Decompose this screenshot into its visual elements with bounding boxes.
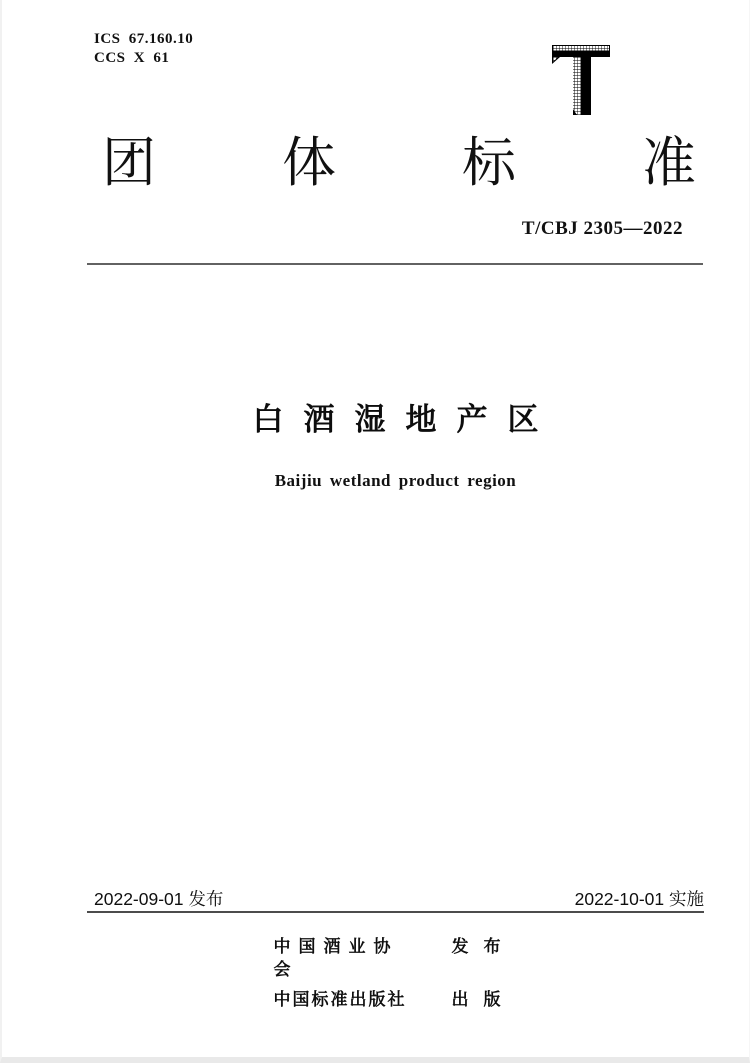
document-title-cn: 白酒湿地产区 xyxy=(252,402,559,437)
masthead-tuanti-biaozhun xyxy=(102,134,696,192)
implement-date: 2022-10-01 实施 xyxy=(574,889,704,909)
masthead-char: 团 xyxy=(102,133,156,193)
publisher-row xyxy=(87,935,704,981)
dates-row xyxy=(87,886,704,911)
ccs-code-line: CCS X 61 xyxy=(94,50,170,66)
standard-number: T/CBJ 2305—2022 xyxy=(521,218,683,239)
masthead-char: 准 xyxy=(642,133,696,193)
publisher-row xyxy=(87,988,704,1011)
masthead-char: 标 xyxy=(462,133,516,193)
issue-date: 2022-09-01 发布 xyxy=(94,889,224,909)
publisher-name: 中国酒业协会 xyxy=(273,937,399,979)
document-title-en: Baijiu wetland product region xyxy=(274,471,517,490)
publishers-block xyxy=(87,935,704,1018)
ics-codes xyxy=(94,30,193,68)
footer-rule xyxy=(87,911,704,913)
publisher-role: 出版 xyxy=(451,990,516,1009)
publisher-role: 发布 xyxy=(451,937,516,956)
header-rule xyxy=(87,263,703,265)
masthead-char: 体 xyxy=(282,133,336,193)
publisher-name: 中国标准出版社 xyxy=(273,990,407,1009)
t-standard-logo-icon xyxy=(550,42,612,118)
ics-code-line: ICS 67.160.10 xyxy=(94,31,194,47)
